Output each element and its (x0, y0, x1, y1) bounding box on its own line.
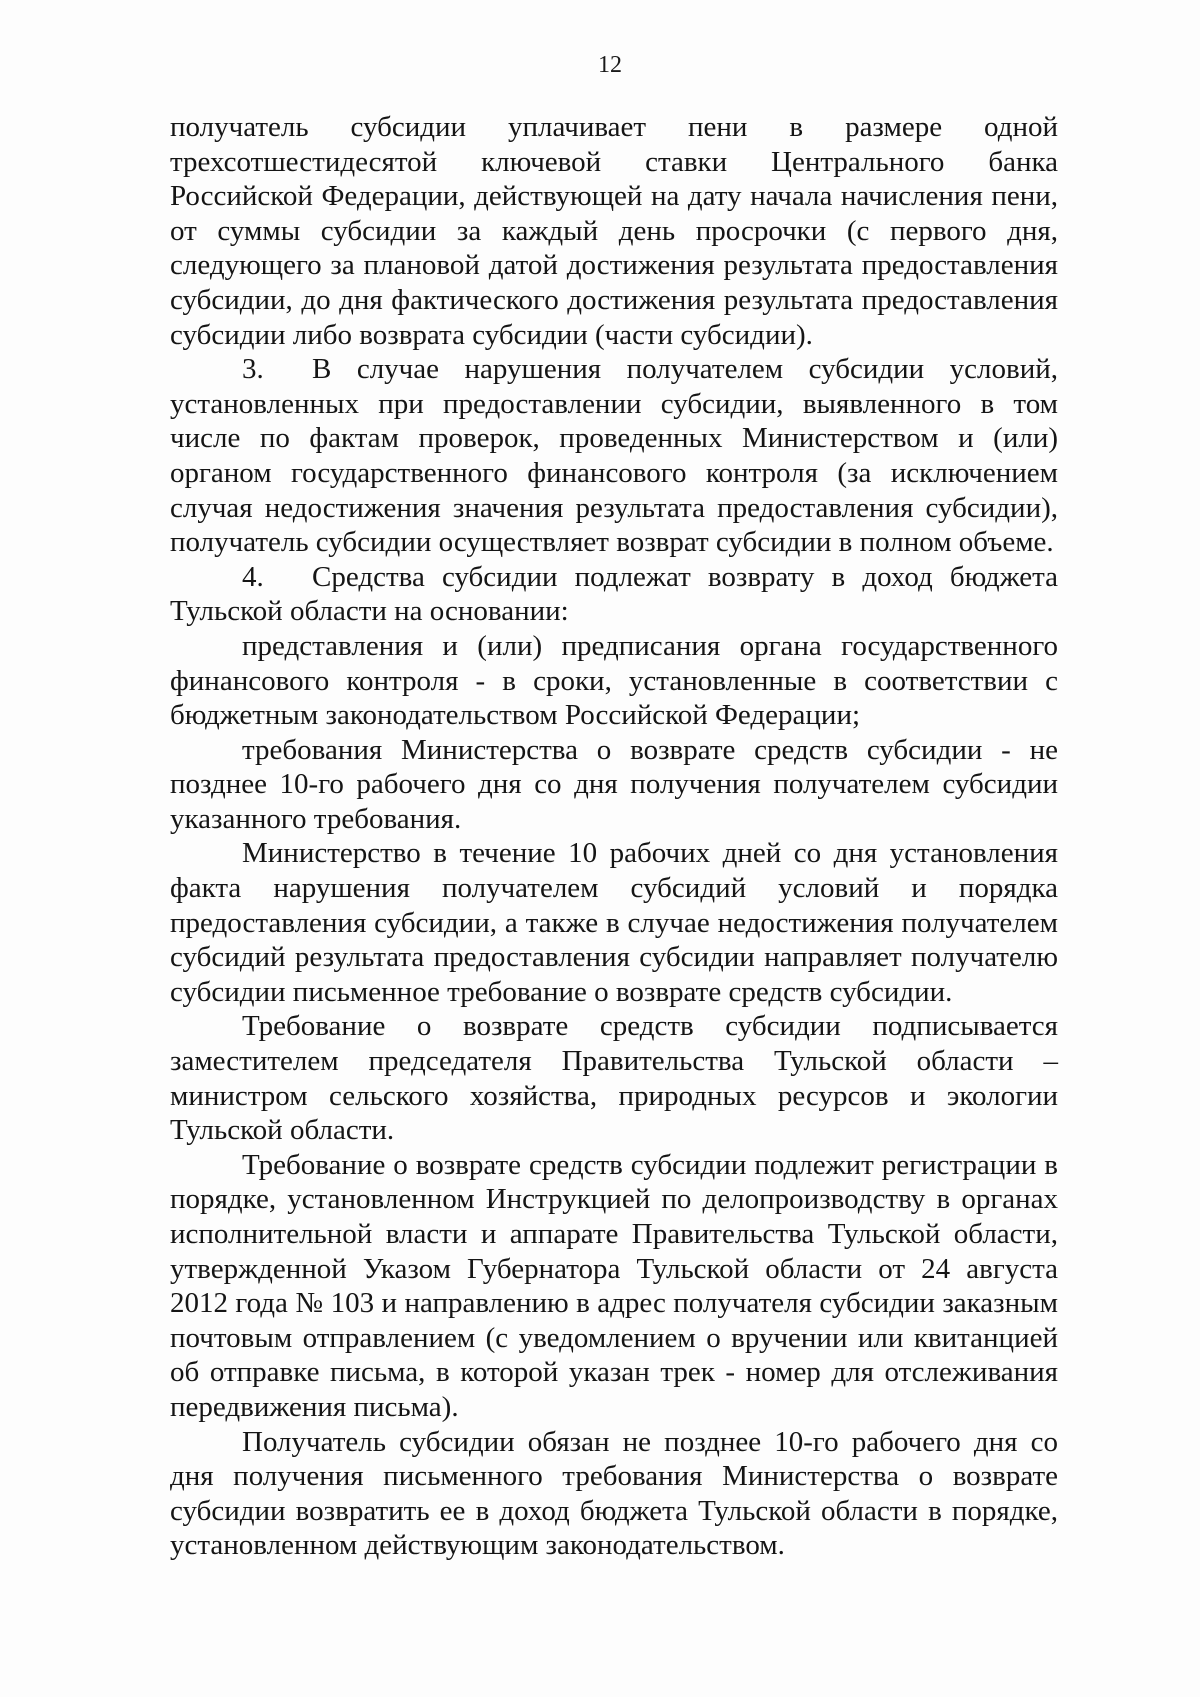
item-number: 4. (242, 560, 264, 593)
paragraph-continuation: получатель субсидии уплачивает пени в размере одной трехсотшестидесятой ключевой ставки Центрального банка Российской Федерации, действующей на дату начала начисления пени, от суммы субсидии за каждый день просрочки (с первого дня, следующего за плановой датой достижения результата предоставления субсидии, до дня фактического достижения результата предоставления субсидии либо возврата субсидии (части субсидии). (170, 111, 1058, 351)
paragraph-item-4 (170, 560, 1058, 629)
paragraph-text: Средства субсидии подлежат возврату в доход бюджета Тульской области на основании: (170, 560, 1058, 628)
paragraph-return-obligation: Получатель субсидии обязан не позднее 10-го рабочего дня со дня получения письменного требования Министерства о возврате субсидии возвратить ее в доход бюджета Тульской области в порядке, установленном действующим законодательством. (170, 1425, 1058, 1562)
item-number: 3. (242, 353, 264, 386)
paragraph-ministry-notice: Министерство в течение 10 рабочих дней со дня установления факта нарушения получателем субсидий условий и порядка предоставления субсидии, а также в случае недостижения получателем субсидий результата предоставления субсидии направляет получателю субсидии письменное требование о возврате средств субсидии. (170, 837, 1058, 1008)
paragraph-basis-ministry: требования Министерства о возврате средств субсидии - не позднее 10-го рабочего дня со дня получения получателем субсидии указанного требования. (170, 733, 1058, 835)
page-number: 12 (598, 52, 622, 78)
document-body (170, 110, 1058, 1563)
paragraph-registration: Требование о возврате средств субсидии подлежит регистрации в порядке, установленном Инструкцией по делопроизводству в органах исполнительной власти и аппарате Правительства Тульской области, утвержденной Указом Губернатора Тульской области от 24 августа 2012 года № 103 и направлению в адрес получателя субсидии заказным почтовым отправлением (с уведомлением о вручении или квитанцией об отправке письма, в которой указан трек - номер для отслеживания передвижения письма). (170, 1148, 1058, 1423)
paragraph-text: В случае нарушения получателем субсидии условий, установленных при предоставлении субсидии, выявленного в том числе по фактам проверок, проведенных Министерством и (или) органом государственного финансового контроля (за исключением случая недостижения значения результата предоставления субсидии), получатель субсидии осуществляет возврат субсидии в полном объеме. (170, 353, 1058, 559)
paragraph-signing: Требование о возврате средств субсидии подписывается заместителем председателя Правительства Тульской области – министром сельского хозяйства, природных ресурсов и экологии Тульской области. (170, 1010, 1058, 1147)
paragraph-item-3 (170, 352, 1058, 560)
paragraph-basis-control: представления и (или) предписания органа государственного финансового контроля - в сроки, установленные в соответствии с бюджетным законодательством Российской Федерации; (170, 629, 1058, 732)
